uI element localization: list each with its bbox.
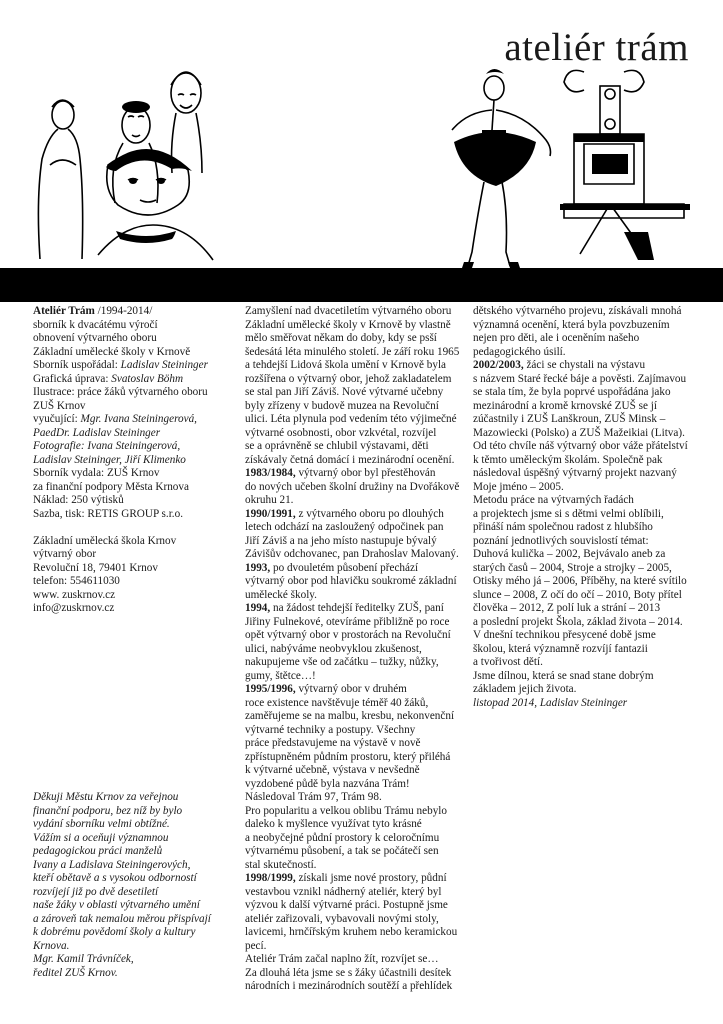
text-line: výtvarné osobnosti, obor vzkvétal, rozvíjel — [245, 426, 437, 439]
text-line: zaměřujeme se na malbu, kresbu, nekonvenční — [245, 710, 455, 722]
text-line: práce představujeme na výstavě v nově — [245, 737, 421, 749]
text-line: vydání sborníku velmi obtížné. — [33, 818, 170, 830]
text-line: Mazowiecki (Polsko) a ZUŠ Mažeikiai (Litva). — [473, 426, 685, 439]
text-line: pedagogického úsilí. — [473, 345, 566, 358]
website-link[interactable]: www. zuskrnov.cz — [33, 588, 116, 601]
text-line: se a oprávněně se chlubil výstavami, děti — [245, 440, 429, 452]
text-line: základem jejich života. — [473, 683, 577, 695]
text-line: a projektech jsme si s dětmi velmi oblíbili, — [473, 507, 664, 520]
black-band — [0, 268, 723, 302]
text-line: stal skutečností. — [245, 858, 317, 871]
text-line: starých časů – 2004, Stroje a strojky – 2005, — [473, 561, 672, 574]
text-line: Metodu práce na výtvarných řadách — [473, 494, 634, 506]
text-line: dětského výtvarného projevu, získávali mnohá — [473, 305, 682, 317]
text-line: ateliér zařizovali, vybavovali novými stoly, — [245, 912, 439, 925]
year-entry — [245, 562, 463, 576]
text-line: listopad 2014, Ladislav Steininger — [473, 696, 628, 709]
text-line: Ivany a Ladislava Steiningerových, — [33, 858, 191, 871]
text-line: školou, která významně rozvíjí fantazii — [473, 642, 648, 655]
text-line: Od této chvíle náš výtvarný obor váže přátelství — [473, 440, 688, 452]
year-text: výtvarný obor byl přestěhován — [295, 467, 436, 479]
text-line: rozšířena o výtvarný obor, jehož zakladatelem — [245, 372, 452, 385]
colophon-line: Sborník uspořádal: — [33, 359, 121, 371]
text-line: mezinárodní a kromě krnovské ZUŠ se jí — [473, 399, 657, 412]
colophon-line: za finanční podpory Města Krnova — [33, 480, 189, 493]
thanks-note — [33, 791, 228, 980]
year-entry — [245, 683, 463, 697]
text-line: Otisky mého já – 2006, Příběhy, na které svítilo — [473, 575, 687, 587]
text-line: Závišův odchovanec, pan Drahoslav Malovaný. — [245, 548, 459, 560]
text-line: pedagogickou práci manželů — [33, 845, 163, 857]
text-line: daleko k myšlence využívat tyto krásné — [245, 818, 422, 830]
text-line: získávaly četná domácí i mezinárodní ocenění. — [245, 453, 455, 466]
text-line: roce existence navštěvuje téměř 40 žáků, — [245, 696, 429, 709]
address-line: Základní umělecká škola Krnov — [33, 534, 177, 547]
address-line: Revoluční 18, 79401 Krnov — [33, 561, 158, 574]
year-entry — [473, 359, 699, 373]
text-line: slunce – 2008, Z očí do očí – 2010, Boty přítel — [473, 588, 682, 601]
text-line: ulici. Léta plynula pod vedením této výjimečné — [245, 413, 457, 425]
colophon-line: sborník k dvacátému výročí — [33, 318, 158, 331]
text-line: a poslední projekt Škola, základ života – 2014. — [473, 615, 683, 628]
year-label: 1995/1996, — [245, 683, 296, 695]
colophon-line: Náklad: 250 výtisků — [33, 494, 124, 506]
text-line: následoval úspěšný výtvarný projekt nazvaný — [473, 467, 677, 479]
phone: telefon: 554611030 — [33, 575, 120, 587]
text-line: vyzdobené půdě byla nazvána Trám! — [245, 777, 410, 790]
colophon-line: Sazba, tisk: RETIS GROUP s.r.o. — [33, 507, 183, 520]
text-line: výtvarné techniky a postupy. Všechny — [245, 723, 416, 736]
text-line: byly zřízeny v budově muzea na Revoluční — [245, 399, 439, 412]
text-line: do nových učeben školní družiny na Dvořákově — [245, 480, 460, 493]
text-line: Ateliér Trám začal naplno žít, rozvíjet se… — [245, 953, 439, 965]
year-text: získali jsme nové prostory, půdní — [295, 872, 447, 884]
text-line: zpřístupněném půdním prostoru, který přiléhá — [245, 750, 451, 763]
text-line: Za dlouhá léta jsme se s žáky účastnili desítek — [245, 966, 452, 979]
text-line: člověka – 2012, Z polí luk a strání – 2013 — [473, 602, 661, 614]
text-line: Základní umělecké školy v Krnově by vlastně — [245, 318, 451, 331]
colophon-line: Sborník vydala: ZUŠ Krnov — [33, 467, 160, 479]
text-line: mělo směřovat někam do doby, kdy se psší — [245, 332, 437, 344]
year-label: 1990/1991, — [245, 507, 296, 520]
text-line: výtvarný obor pod hlavičku soukromé základní — [245, 575, 457, 587]
year-entry — [245, 467, 463, 481]
text-line: Děkuji Městu Krnov za veřejnou — [33, 791, 179, 803]
text-line: vestavbou vznikl nádherný ateliér, který byl — [245, 885, 442, 898]
text-line: k výtvarné učebně, výstava v nevšedně — [245, 764, 420, 776]
text-line: nakupujeme vše od začátku – tužky, nůžky, — [245, 656, 439, 668]
text-line: a tehdejší Lidová škola umění v Krnově byla — [245, 359, 447, 371]
year-entry — [245, 872, 463, 886]
text-line: k těmto uměleckým školám. Společně pak — [473, 453, 663, 466]
text-line: V dnešní technikou přesycené době jsme — [473, 629, 656, 641]
colophon-title: Ateliér Trám — [33, 305, 95, 317]
text-line: zúčastnily i ZUŠ Lanškroun, ZUŠ Minsk – — [473, 413, 666, 425]
text-line: pecí. — [245, 939, 267, 952]
left-illustration — [28, 55, 228, 268]
year-label: 1994, — [245, 602, 271, 614]
text-line: Pro popularitu a velkou oblibu Trámu nebylo — [245, 804, 447, 817]
text-line: Duhová kulička – 2002, Bejvávalo aneb za — [473, 548, 666, 560]
text-line: umělecké školy. — [245, 588, 317, 601]
text-line: rozvíjejí již po dvě desetiletí — [33, 885, 159, 898]
text-line: a tvořivost dětí. — [473, 656, 543, 668]
text-line: přináší nám společnou radost z hlubšího — [473, 521, 653, 533]
text-line: nejen pro děti, ale i oceněním našeho — [473, 332, 640, 344]
text-line: Mgr. Kamil Trávníček, — [33, 953, 134, 965]
text-line: okruhu 21. — [245, 494, 294, 506]
text-line: gumy, štětce…! — [245, 669, 316, 682]
text-line: Následoval Trám 97, Trám 98. — [245, 791, 382, 803]
text-line: finanční podporu, bez níž by bylo — [33, 804, 183, 817]
year-text: na žádost tehdejší ředitelky ZUŠ, paní — [270, 602, 444, 614]
colophon-line: ZUŠ Krnov — [33, 399, 86, 412]
text-line: Zamyšlení nad dvacetiletím výtvarného oboru — [245, 305, 452, 317]
text-line: a zároveň tak nemalou měrou přispívají — [33, 912, 211, 925]
text-line: národních i mezinárodních soutěží a přehlídek — [245, 980, 453, 992]
year-label: 1993, — [245, 561, 271, 574]
year-entry — [245, 602, 463, 616]
page-title: ateliér trám — [504, 26, 689, 69]
text-line: naše žáky v oblasti výtvarného umění — [33, 899, 200, 911]
text-line: letech odchází na zasloužený odpočinek pan — [245, 521, 444, 533]
colophon-line: Fotografie: Ivana Steiningerová, — [33, 440, 181, 452]
text-line: Jiřiny Fulnekové, otevíráme přibližně po roce — [245, 615, 450, 628]
text-line: ředitel ZUŠ Krnov. — [33, 966, 118, 979]
year-label: 1998/1999, — [245, 872, 296, 884]
text-line: Moje jméno – 2005. — [473, 480, 564, 493]
text-line: poznání jednotlivých souvislostí témat: — [473, 534, 649, 547]
email-link[interactable]: info@zuskrnov.cz — [33, 602, 115, 614]
colophon-line: Grafická úprava: — [33, 372, 112, 385]
colophon-line: obnovení výtvarného oboru — [33, 332, 157, 344]
text-line: významná ocenění, která byla povzbuzením — [473, 318, 670, 331]
text-line: Jsme dílnou, která se snad stane dobrým — [473, 669, 654, 682]
text-line: ulici, nabýváme neobvyklou zkušenost, — [245, 642, 422, 655]
year-entry — [245, 508, 463, 522]
text-line: výtvarnému působení, a tak se počátečí sen — [245, 845, 439, 857]
editor-name: Ladislav Steininger — [120, 359, 208, 371]
year-label: 2002/2003, — [473, 359, 524, 371]
text-line: Vážím si a oceňuji významnou — [33, 831, 169, 844]
text-line: Krnova. — [33, 939, 70, 952]
colophon-line: Ladislav Steininger, Jiří Klimenko — [33, 453, 186, 466]
address-line: výtvarný obor — [33, 548, 97, 560]
history-column-1 — [245, 305, 463, 994]
text-line: opět výtvarný obor v prostorách na Revoluční — [245, 629, 451, 641]
colophon-line: Ilustrace: práce žáků výtvarného oboru — [33, 386, 208, 398]
text-line: k dobrému povědomí školy a kultury — [33, 926, 196, 938]
history-column-2 — [473, 305, 699, 710]
designer-name: Svatoslav Böhm — [111, 372, 184, 385]
text-line: se stala tím, že byla poprvé uspořádána jako — [473, 386, 671, 398]
text-line: kteří obětavě a s vysokou odborností — [33, 872, 197, 884]
year-text: výtvarný obor v druhém — [295, 683, 407, 695]
year-text: po dvouletém působení přechází — [270, 561, 419, 574]
text-line: výzvou k další výtvarné práci. Postupně jsme — [245, 899, 448, 911]
colophon-line: PaedDr. Ladislav Steininger — [33, 426, 161, 439]
text-line: lavicemi, hrnčířským kruhem nebo keramickou — [245, 926, 458, 938]
colophon-years: /1994-2014/ — [94, 305, 153, 317]
text-line: s názvem Staré řecké báje a pověsti. Zajímavou — [473, 372, 687, 385]
year-text: z výtvarného oboru po dlouhých — [295, 507, 444, 520]
colophon — [33, 305, 228, 616]
colophon-line: Základní umělecké školy v Krnově — [33, 345, 191, 358]
colophon-line: vyučující: — [33, 413, 81, 425]
year-label: 1983/1984, — [245, 467, 296, 479]
teacher-names: Mgr. Ivana Steiningerová, — [80, 413, 197, 425]
text-line: Jiří Záviš a na jeho místo nastupuje bývalý — [245, 534, 437, 547]
text-line: a neobyčejné půdní prostory k celoročnímu — [245, 831, 440, 844]
text-line: šedesátá léta minulého století. Je září roku 1965 — [245, 345, 460, 358]
right-illustration — [424, 62, 696, 268]
text-line: se stal pan Jiří Záviš. Nové výtvarné učebny — [245, 386, 444, 398]
year-text: žáci se chystali na výstavu — [523, 359, 646, 371]
